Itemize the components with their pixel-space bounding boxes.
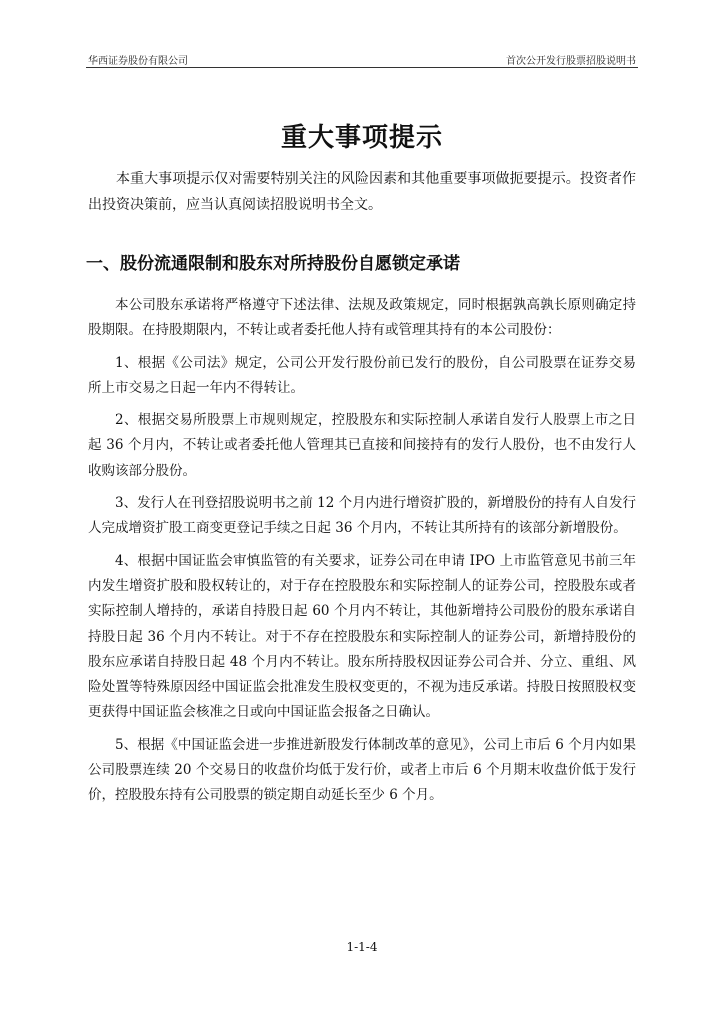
intro-paragraph: 本重大事项提示仅对需要特别关注的风险因素和其他重要事项做扼要提示。投资者作出投资决策前，应当认真阅读招股说明书全文。 [88, 171, 636, 213]
header-company-name: 华西证券股份有限公司 [88, 56, 188, 67]
paragraph-item-4: 4、根据中国证监会审慎监管的有关要求，证券公司在申请 IPO 上市监管意见书前三年内发生增资扩股和股权转让的，对于存在控股股东和实际控制人的证券公司，控股股东或者实际控制人增持的，承诺自持股日起 60 个月内不转让，其他新增持公司股份的股东承诺自持股日起 36 个月内不转让。对于不存在控股股东和实际控制人的证券公司，新增持股份的股东应承诺自持股日起 48 个月内不转让。股东所持股权因证券公司合并、分立、重组、风险处置等特殊原因经中国证监会批准发生股权变更的，不视为违反承诺。持股日按照股权变更获得中国证监会核准之日或向中国证监会报备之日确认。 [88, 552, 636, 721]
section-body [88, 293, 636, 816]
paragraph-item-5: 5、根据《中国证监会进一步推进新股发行体制改革的意见》，公司上市后 6 个月内如果公司股票连续 20 个交易日的收盘价均低于发行价，或者上市后 6 个月期末收盘价低于发行价，控股股东持有公司股票的锁定期自动延长至少 6 个月。 [88, 736, 636, 804]
page-number: 1-1-4 [346, 940, 378, 954]
paragraph-item-3: 3、发行人在刊登招股说明书之前 12 个月内进行增资扩股的，新增股份的持有人自发行人完成增资扩股工商变更登记手续之日起 36 个月内，不转让其所持有的该部分新增股份。 [88, 495, 636, 537]
page-title: 重大事项提示 [280, 123, 443, 153]
paragraph-preamble: 本公司股东承诺将严格遵守下述法律、法规及政策规定，同时根据孰高孰长原则确定持股期限。在持股期限内，不转让或者委托他人持有或管理其持有的本公司股份： [88, 297, 636, 339]
running-header [88, 52, 636, 66]
section-heading: 一、股份流通限制和股东对所持股份自愿锁定承诺 [86, 254, 460, 274]
header-divider [86, 67, 638, 68]
header-document-title: 首次公开发行股票招股说明书 [506, 56, 636, 67]
paragraph-item-2: 2、根据交易所股票上市规则规定，控股股东和实际控制人承诺自发行人股票上市之日起 36 个月内，不转让或者委托他人管理其已直接和间接持有的发行人股份，也不由发行人收购该部分股份。 [88, 412, 636, 479]
paragraph-item-1: 1、根据《公司法》规定，公司公开发行股份前已发行的股份，自公司股票在证券交易所上市交易之日起一年内不得转让。 [88, 354, 636, 396]
